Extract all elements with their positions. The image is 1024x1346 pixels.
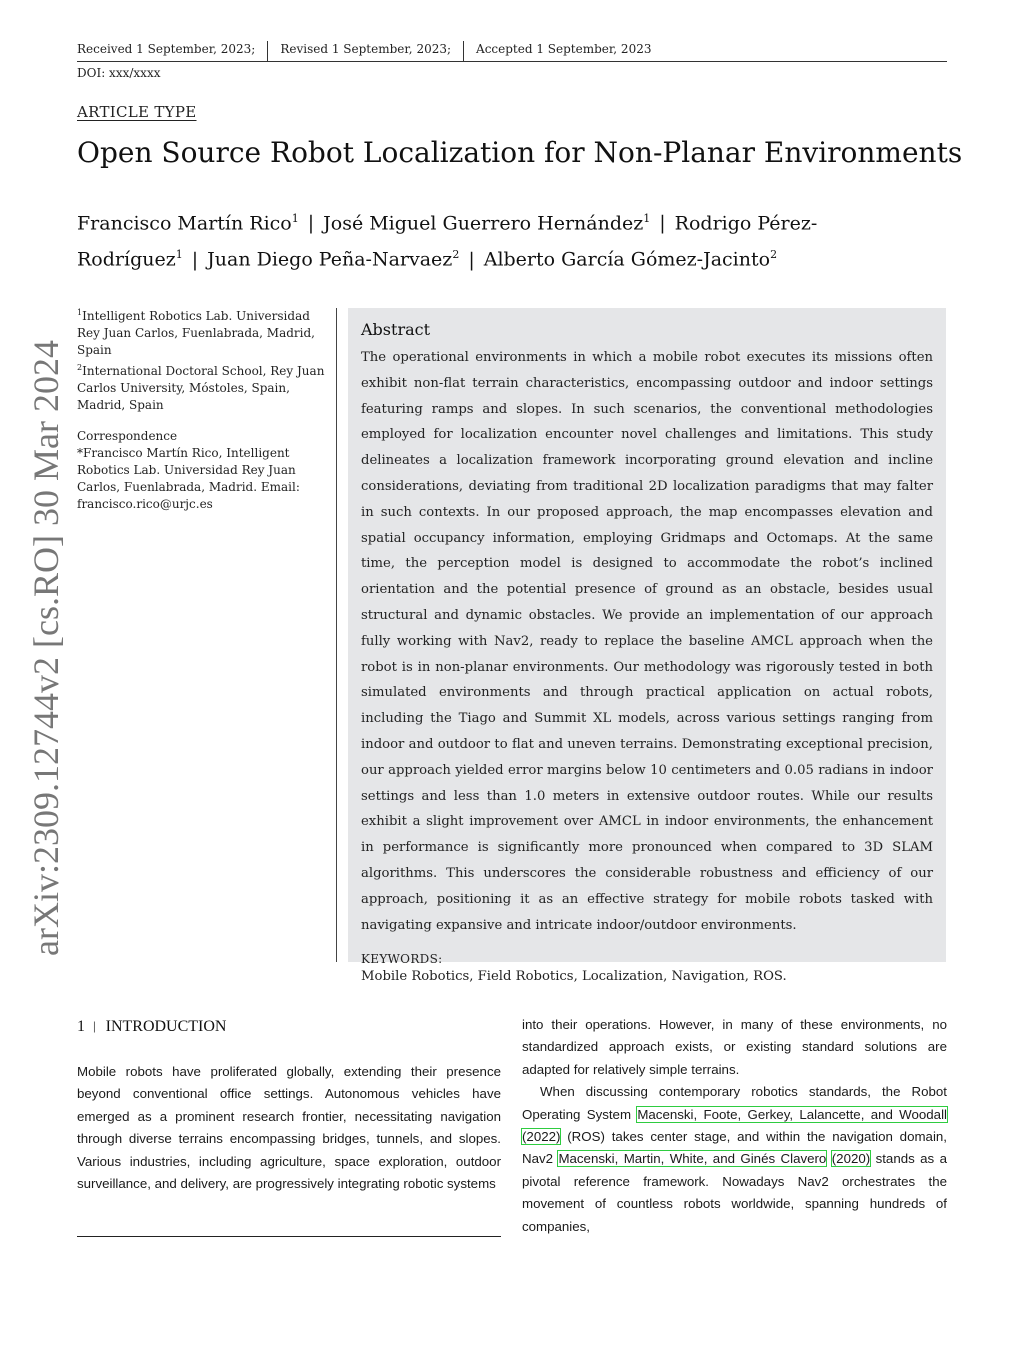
- affiliation-item: $^2$International Doctoral School, Rey Juan Carlos University, Móstoles, Spain, Madrid, Spain: [77, 363, 325, 412]
- affiliations-panel: [77, 304, 332, 513]
- correspondence-heading: Correspondence: [77, 429, 178, 443]
- footnote-rule: [77, 1236, 501, 1237]
- author-affiliation-mark: 1: [175, 248, 183, 262]
- author-name: Rodrigo Pérez-Rodríguez: [77, 212, 818, 271]
- intro-left-column: Mobile robots have proliferated globally, extending their presence beyond conventional office settings. Autonomous vehicles have emerged as a prominent research frontier, necessitating navigation through diverse terrains encompassing bridges, tunnels, and slopes. Various industries, including agriculture, space exploration, outdoor surveillance, and delivery, are progressively integrating robotic systems: [77, 1064, 501, 1192]
- article-type: ARTICLE TYPE: [77, 103, 197, 121]
- author-affiliation-mark: 1: [291, 212, 299, 225]
- abstract-text: The operational environments in which a mobile robot executes its missions often exhibit non-flat terrain characteristics, encompassing outdoor and indoor settings featuring ramps and slopes. In such scenarios, the conventional methodologies employed for localization encounter novel challenges and limitations. This study delineates a localization framework incorporating ground elevation and incline considerations, deviating from traditional 2D localization paradigms that may falter in such contexts. In our proposed approach, the map encompasses elevation and spatial occupancy information, employing Gridmaps and Octomaps. At the same time, the perception model is designed to accommodate the robot’s inclined orientation and the potential presence of ground as an obstacle, besides usual structural and dynamic obstacles. We provide an implementation of our approach fully working with Nav2, ready to replace the baseline AMCL approach when the robot is in non-planar environments. Our methodology was rigorously tested in both simulated environments and through practical application on actual robots, including the Tiago and Summit XL models, across various settings ranging from indoor and outdoor to flat and uneven terrains. Demonstrating exceptional precision, our approach yielded error margins below 10 centimeters and 0.05 radians in indoor settings and less than 1.0 meters in extensive outdoor routes. While our results exhibit a slight improvement over AMCL in indoor environments, the enhancement in performance is significantly more pronounced when compared to 3D SLAM algorithms. This underscores the considerable robustness and efficiency of our approach, positioning it as an effective strategy for mobile robots tasked with navigating expansive and intricate indoor/outdoor environments.: [361, 350, 933, 933]
- arxiv-side-stamp: arXiv:2309.12744v2 [cs.RO] 30 Mar 2024: [26, 340, 66, 956]
- keywords-label: KEYWORDS:: [361, 952, 443, 967]
- citation-year-link[interactable]: (2022): [522, 1129, 561, 1145]
- author-name: José Miguel Guerrero Hernández: [323, 212, 644, 235]
- correspondence-text: *Francisco Martín Rico, Intelligent Robotics Lab. Universidad Rey Juan Carlos, Fuenlabrada, Madrid. Email: francisco.rico@urjc.es: [77, 446, 300, 511]
- citation-link[interactable]: Macenski, Martin, White, and Ginés Clavero: [558, 1151, 827, 1167]
- section-pipe: |: [93, 1018, 96, 1033]
- author-affiliation-mark: 1: [643, 212, 651, 225]
- author-separator: |: [307, 212, 315, 235]
- paper-title: Open Source Robot Localization for Non-Planar Environments: [77, 136, 963, 169]
- author-affiliation-mark: 2: [452, 248, 460, 262]
- citation-link[interactable]: Macenski, Foote, Gerkey, Lalancette, and Woodall: [637, 1106, 947, 1122]
- section-heading: [77, 1018, 226, 1036]
- section-number: 1: [77, 1018, 85, 1035]
- header-separator: [463, 41, 464, 61]
- intro-paragraph: into their operations. However, in many of these environments, no standardized approach exists, or existing standard solutions are adapted for relatively simple terrains.: [522, 1017, 947, 1077]
- abstract-heading: Abstract: [361, 320, 431, 339]
- author-name: Juan Diego Peña-Narvaez: [207, 248, 453, 271]
- header-separator: [267, 41, 268, 61]
- column-divider: [336, 308, 337, 962]
- section-title: INTRODUCTION: [105, 1018, 227, 1035]
- intro-paragraph: When discussing contemporary robotics standards, the Robot Operating System Macenski, Foote, Gerkey, Lalancette, and Woodall (2022) (ROS) takes center stage, and within the navigation domain, Nav2 Macenski, Martin, White, and Ginés Clavero (2020) stands as a pivotal reference framework. Nowadays Nav2 orchestrates the movement of countless robots worldwide, spanning hundreds of companies,: [522, 1084, 947, 1234]
- affiliation-item: $^1$Intelligent Robotics Lab. Universidad Rey Juan Carlos, Fuenlabrada, Madrid, Spain: [77, 308, 315, 357]
- abstract-box: [348, 308, 946, 985]
- author-separator: |: [191, 248, 199, 271]
- accepted-date: Accepted 1 September, 2023: [476, 42, 652, 56]
- author-name: Francisco Martín Rico: [77, 212, 292, 235]
- revised-date: Revised 1 September, 2023;: [280, 42, 452, 56]
- author-separator: |: [468, 248, 475, 271]
- citation-year-link[interactable]: (2020): [831, 1151, 871, 1167]
- intro-right-column: [522, 1014, 947, 1238]
- author-separator: |: [659, 212, 666, 235]
- author-name: Alberto García Gómez-Jacinto: [483, 248, 771, 271]
- received-date: Received 1 September, 2023;: [77, 42, 256, 56]
- header-dates: [77, 41, 947, 62]
- author-affiliation-mark: 2: [770, 248, 778, 262]
- doi: DOI: xxx/xxxx: [77, 66, 161, 80]
- keywords-text: Mobile Robotics, Field Robotics, Localization, Navigation, ROS.: [361, 969, 787, 985]
- author-list: [77, 203, 947, 276]
